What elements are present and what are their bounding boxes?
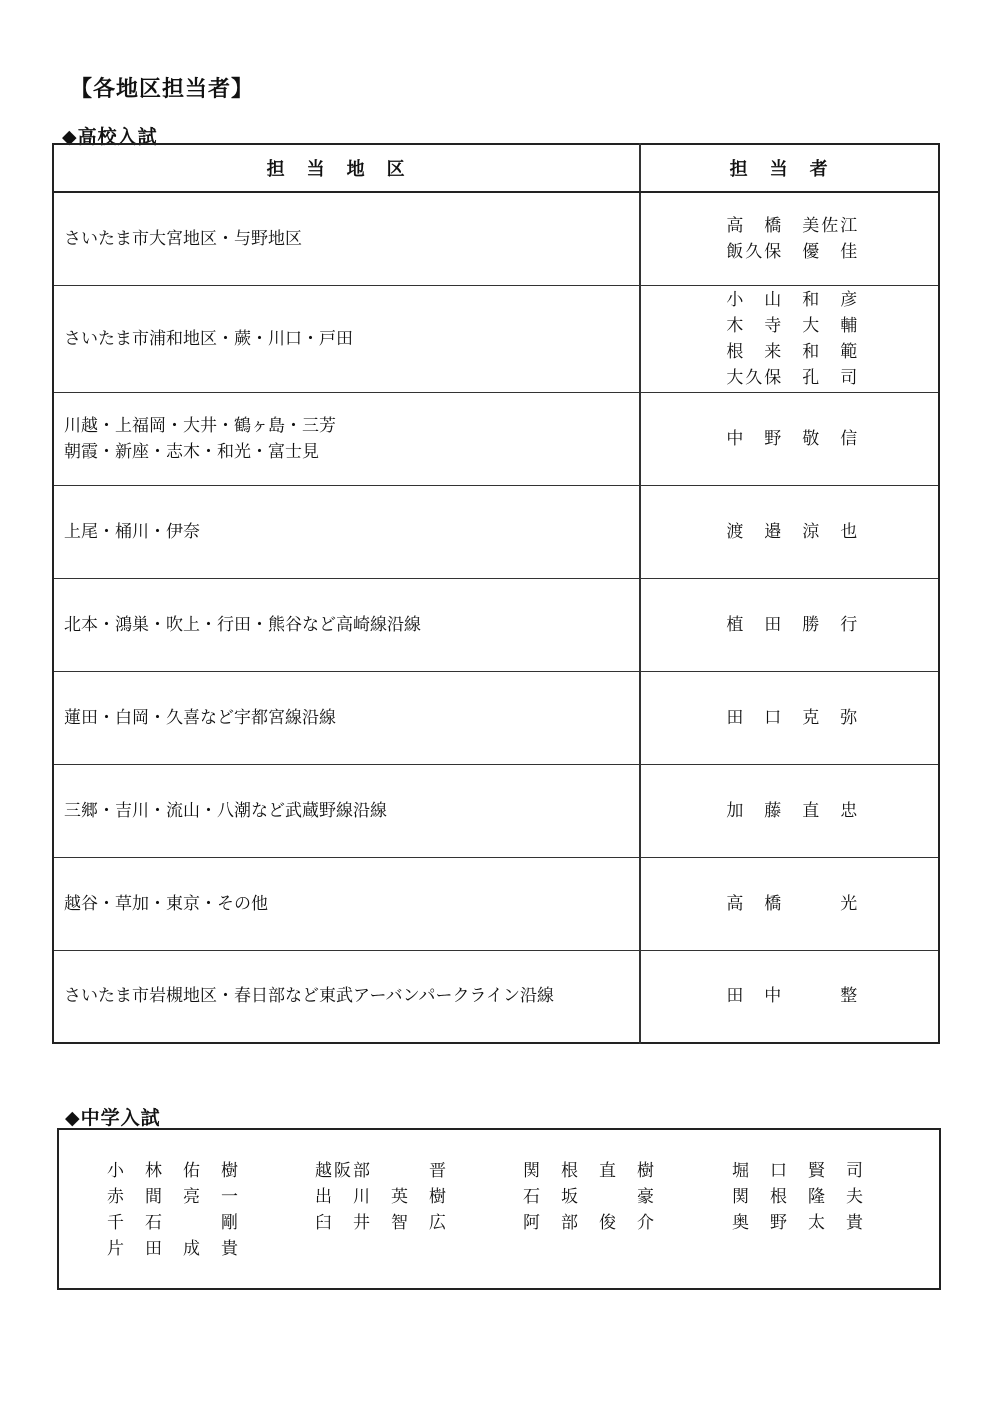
area-text: 蓮田・白岡・久喜など宇都宮線沿線 xyxy=(64,707,336,728)
staff-cell xyxy=(640,950,939,1043)
high-school-table xyxy=(52,143,940,1044)
area-cell xyxy=(53,192,640,285)
staff-name: 臼 井 智 広 xyxy=(315,1213,448,1233)
staff-name: 小 林 佑 樹 xyxy=(107,1161,240,1181)
area-cell xyxy=(53,285,640,392)
table-row xyxy=(53,764,939,857)
area-text: 越谷・草加・東京・その他 xyxy=(64,893,268,914)
staff-name: 植 田 勝 行 xyxy=(726,614,860,635)
area-cell xyxy=(53,764,640,857)
table-row xyxy=(53,192,939,285)
area-cell xyxy=(53,485,640,578)
area-text: 北本・鴻巣・吹上・行田・熊谷など高崎線沿線 xyxy=(64,614,421,635)
staff-name: 高 橋 美佐江 xyxy=(726,215,860,236)
staff-cell xyxy=(640,578,939,671)
staff-cell xyxy=(640,485,939,578)
staff-cell xyxy=(640,764,939,857)
staff-name: 石 坂 豪 xyxy=(523,1187,656,1207)
staff-name: 根 来 和 範 xyxy=(726,341,860,362)
staff-name: 赤 間 亮 一 xyxy=(107,1187,240,1207)
table-row xyxy=(53,857,939,950)
page-title: 【各地区担当者】 xyxy=(70,77,255,102)
high-school-heading: ◆高校入試 xyxy=(62,126,158,148)
staff-name: 越阪部 晋 xyxy=(315,1161,448,1181)
area-text: さいたま市岩槻地区・春日部など東武アーバンパークライン沿線 xyxy=(64,986,554,1007)
table-row xyxy=(53,578,939,671)
table-row xyxy=(53,950,939,1043)
staff-name: 堀 口 賢 司 xyxy=(732,1161,865,1181)
area-cell xyxy=(53,950,640,1043)
junior-high-column-3 xyxy=(523,1158,656,1236)
staff-name: 中 野 敬 信 xyxy=(726,428,860,449)
staff-name: 片 田 成 貴 xyxy=(107,1239,240,1259)
area-text: 上尾・桶川・伊奈 xyxy=(64,521,200,542)
staff-name: 田 口 克 弥 xyxy=(726,707,860,728)
staff-cell xyxy=(640,671,939,764)
area-text: さいたま市大宮地区・与野地区 xyxy=(64,228,302,249)
junior-high-heading: ◆中学入試 xyxy=(65,1107,161,1129)
staff-name: 阿 部 俊 介 xyxy=(523,1213,656,1233)
table-row xyxy=(53,392,939,485)
table-row xyxy=(53,285,939,392)
staff-name: 渡 邉 涼 也 xyxy=(726,521,860,542)
staff-column-header: 担当者 xyxy=(640,144,939,192)
staff-name: 大久保 孔 司 xyxy=(726,367,860,388)
staff-name: 小 山 和 彦 xyxy=(726,289,860,310)
staff-cell xyxy=(640,285,939,392)
area-text: 朝霞・新座・志木・和光・富士見 xyxy=(64,441,319,462)
staff-name: 関 根 直 樹 xyxy=(523,1161,656,1181)
junior-high-column-2 xyxy=(315,1158,448,1236)
junior-high-column-4 xyxy=(732,1158,865,1236)
area-text: 三郷・吉川・流山・八潮など武蔵野線沿線 xyxy=(64,800,387,821)
table-header-row xyxy=(53,144,939,192)
junior-high-staff-box xyxy=(57,1128,941,1290)
staff-name: 千 石 剛 xyxy=(107,1213,240,1233)
area-cell xyxy=(53,578,640,671)
area-cell xyxy=(53,392,640,485)
staff-name: 関 根 隆 夫 xyxy=(732,1187,865,1207)
staff-name: 木 寺 大 輔 xyxy=(726,315,860,336)
staff-name: 出 川 英 樹 xyxy=(315,1187,448,1207)
area-cell xyxy=(53,671,640,764)
area-column-header: 担当地区 xyxy=(53,144,640,192)
staff-name: 田 中 整 xyxy=(726,986,860,1007)
area-text: さいたま市浦和地区・蕨・川口・戸田 xyxy=(64,328,353,349)
staff-cell xyxy=(640,392,939,485)
table-row xyxy=(53,485,939,578)
junior-high-column-1 xyxy=(107,1158,240,1262)
staff-cell xyxy=(640,192,939,285)
table-row xyxy=(53,671,939,764)
area-cell xyxy=(53,857,640,950)
area-text: 川越・上福岡・大井・鶴ヶ島・三芳 xyxy=(64,415,336,436)
staff-name: 奥 野 太 貴 xyxy=(732,1213,865,1233)
staff-cell xyxy=(640,857,939,950)
staff-name: 飯久保 優 佳 xyxy=(726,241,860,262)
staff-name: 加 藤 直 忠 xyxy=(726,800,860,821)
staff-name: 高 橋 光 xyxy=(726,893,860,914)
